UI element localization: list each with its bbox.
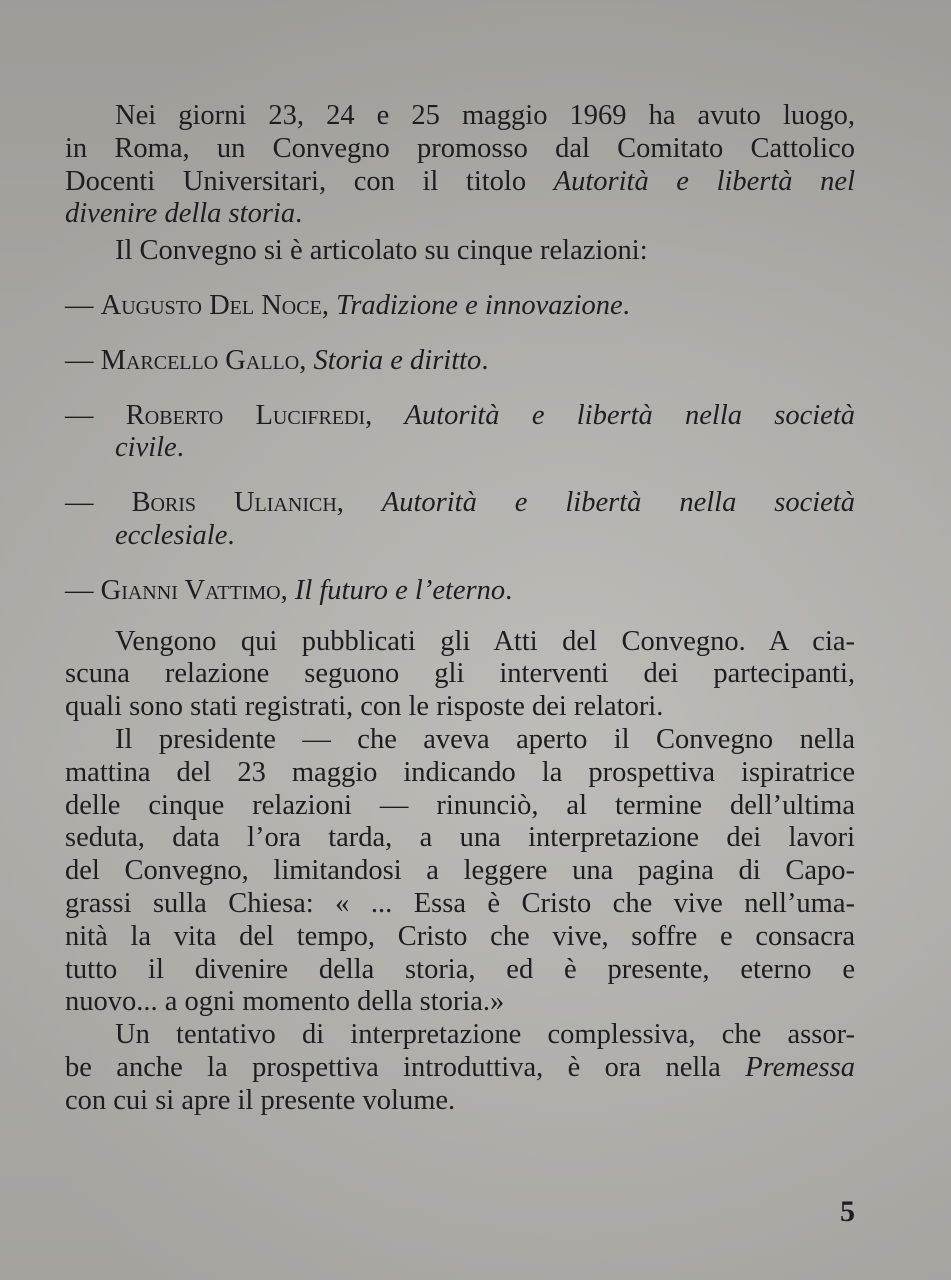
text-span: . <box>227 519 235 551</box>
italic-title: Autorità e libertà nel <box>553 165 855 197</box>
text-span: . <box>176 432 184 464</box>
text-line <box>65 757 855 790</box>
text-span: grassi sulla Chiesa: « ... Essa è Cristo che vive nell’uma- <box>65 887 855 919</box>
text-span: . <box>622 289 630 321</box>
text-line <box>65 400 855 433</box>
text-line <box>65 790 855 823</box>
text-span: , <box>365 399 405 431</box>
text-line <box>65 235 855 268</box>
author-name: Marcello Gallo <box>100 344 300 376</box>
page-body-text <box>65 100 855 1118</box>
text-span: . <box>505 574 513 606</box>
text-line <box>65 888 855 921</box>
text-span: , <box>321 289 337 321</box>
text-line <box>65 290 855 323</box>
text-span: Docenti Universitari, con il titolo <box>65 165 554 197</box>
paragraph <box>65 487 855 553</box>
text-line <box>65 1052 855 1085</box>
text-line <box>65 487 855 520</box>
text-span: delle cinque relazioni — rinunciò, al termine dell’ultima <box>65 789 855 821</box>
text-line <box>65 691 855 724</box>
text-span: , <box>280 574 295 606</box>
text-line <box>65 658 855 691</box>
text-line <box>65 520 855 553</box>
text-span: Nei giorni 23, 24 e 25 maggio 1969 ha avuto luogo, <box>115 100 855 131</box>
text-span: , <box>299 344 314 376</box>
text-line <box>65 100 855 133</box>
text-span: be anche la prospettiva introduttiva, è ora nella <box>65 1051 746 1083</box>
text-span: . <box>481 344 489 376</box>
text-line <box>65 724 855 757</box>
text-line <box>65 921 855 954</box>
author-name: Augusto Del Noce <box>100 289 322 321</box>
italic-title: divenire della storia <box>65 198 296 230</box>
italic-title: Autorità e libertà nella società <box>404 399 855 431</box>
text-span: con cui si apre il presente volume. <box>65 1084 456 1116</box>
text-span: Vengono qui pubblicati gli Atti del Convegno. A cia- <box>115 625 855 657</box>
author-name: Roberto Lucifredi <box>125 399 366 431</box>
text-line <box>65 626 855 659</box>
text-span: — <box>65 399 126 431</box>
paragraph <box>65 290 855 323</box>
text-line <box>65 575 855 608</box>
italic-title: Autorità e libertà nella società <box>381 487 855 519</box>
paragraph <box>65 575 855 608</box>
text-span: Un tentativo di interpretazione complessiva, che assor- <box>115 1019 855 1051</box>
italic-title: Premessa <box>745 1051 855 1083</box>
text-span: in Roma, un Convegno promosso dal Comitato Cattolico <box>65 132 855 164</box>
paragraph <box>65 724 855 1019</box>
text-line <box>65 166 855 199</box>
text-line <box>65 198 855 231</box>
text-span: mattina del 23 maggio indicando la prospettiva ispiratrice <box>65 756 855 788</box>
paragraph <box>65 235 855 268</box>
text-line <box>65 822 855 855</box>
italic-title: Storia e diritto <box>313 344 482 376</box>
text-line <box>65 432 855 465</box>
paragraph <box>65 100 855 231</box>
text-line <box>65 855 855 888</box>
text-span: . <box>295 198 303 230</box>
page-number: 5 <box>840 1195 855 1228</box>
text-line <box>65 1019 855 1052</box>
text-line <box>65 133 855 166</box>
text-span: Il Convegno si è articolato su cinque relazioni: <box>115 235 648 267</box>
text-span: del Convegno, limitandosi a leggere una pagina di Capo- <box>65 855 855 887</box>
text-span: Il presidente — che aveva aperto il Convegno nella <box>115 723 855 755</box>
text-line <box>65 345 855 378</box>
text-span: scuna relazione seguono gli interventi dei partecipanti, <box>65 658 855 690</box>
italic-title: ecclesiale <box>115 519 228 551</box>
paragraph <box>65 626 855 724</box>
text-span: — <box>65 574 101 606</box>
author-name: Gianni Vattimo <box>100 574 281 606</box>
text-span: — <box>65 344 101 376</box>
author-name: Boris Ulianich <box>131 487 337 519</box>
text-span: , <box>336 487 382 519</box>
paragraph <box>65 345 855 378</box>
text-span: quali sono stati registrati, con le risposte dei relatori. <box>65 691 664 723</box>
text-span: nità la vita del tempo, Cristo che vive, soffre e consacra <box>65 920 855 952</box>
italic-title: Il futuro e l’eterno <box>294 574 506 606</box>
text-line <box>65 1085 855 1118</box>
text-span: — <box>65 289 101 321</box>
paragraph <box>65 1019 855 1117</box>
italic-title: civile <box>115 432 177 464</box>
italic-title: Tradizione e innovazione <box>336 289 623 321</box>
text-span: seduta, data l’ora tarda, a una interpretazione dei lavori <box>65 822 855 854</box>
paragraph <box>65 400 855 466</box>
text-line <box>65 954 855 987</box>
text-span: nuovo... a ogni momento della storia.» <box>65 986 505 1018</box>
text-span: tutto il divenire della storia, ed è presente, eterno e <box>65 953 855 985</box>
text-span: — <box>65 487 132 519</box>
text-line <box>65 986 855 1019</box>
